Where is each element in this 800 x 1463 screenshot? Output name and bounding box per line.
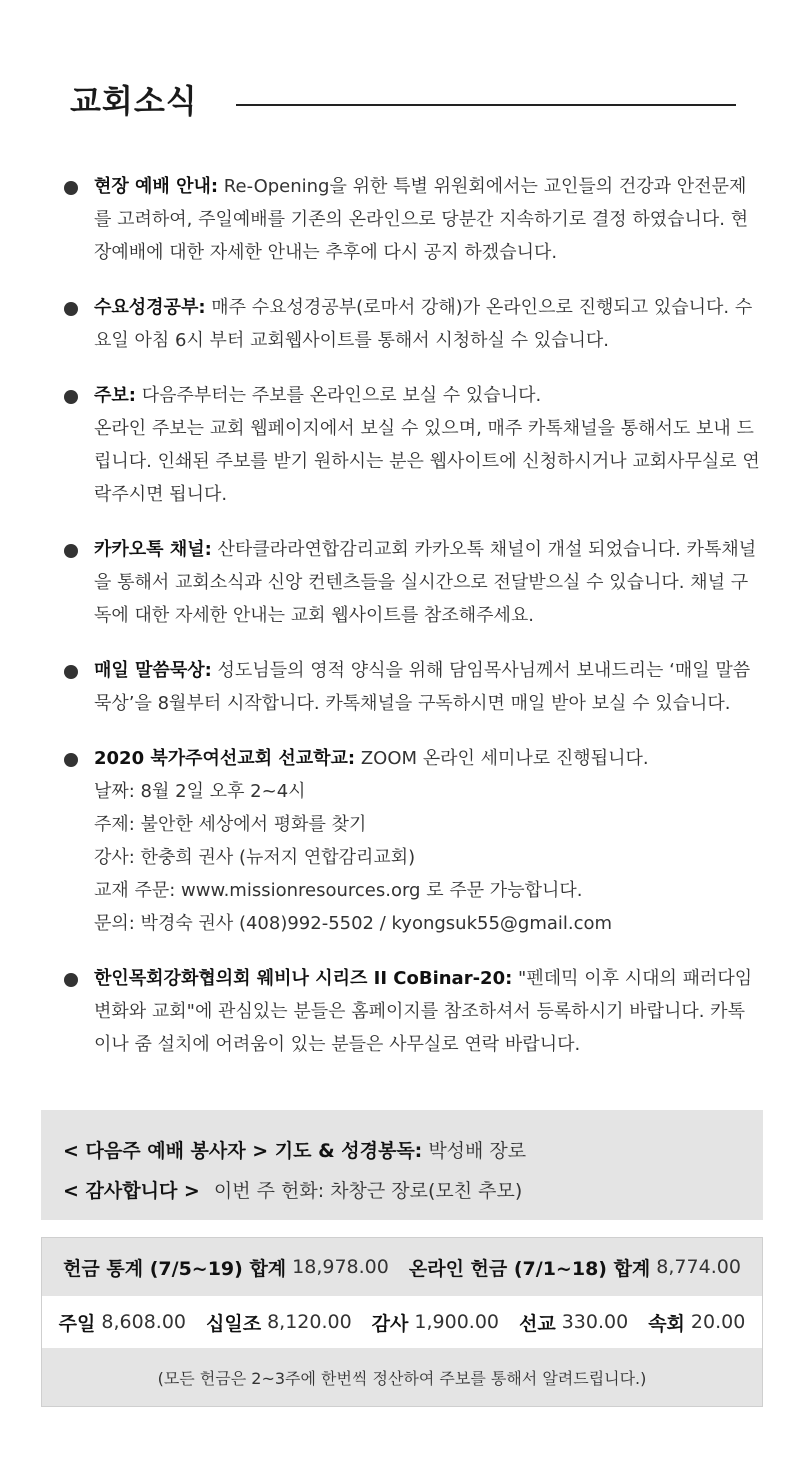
sunday-value: 8,608.00: [101, 1311, 186, 1333]
thanks-label: < 감사합니다 >: [63, 1180, 200, 1202]
servants-line: [63, 1136, 526, 1163]
offering-table: [41, 1237, 763, 1407]
news-item-text: 성도님들의 영적 양식을 위해 담임목사님께서 보내드리는 ‘매일 말씀묵상’을 8월부터 시작합니다. 카톡채널을 구독하시면 매일 받아 보실 수 있습니다.: [94, 660, 751, 714]
total-label: 헌금 통계 (7/5~19) 합계: [63, 1257, 287, 1280]
bullet-icon: [64, 544, 78, 558]
offering-note: (모든 헌금은 2~3주에 한번씩 정산하여 주보를 통해서 알려드립니다.): [157, 1368, 647, 1388]
bullet-icon: [64, 665, 78, 679]
tithe-label: 십일조: [206, 1312, 262, 1335]
news-item-text: 날짜: 8월 2일 오후 2~4시: [94, 781, 306, 802]
thanks-offering-label: 감사: [371, 1312, 409, 1335]
online-value: 8,774.00: [656, 1256, 741, 1278]
news-item-text: 교재 주문: www.missionresources.org 로 주문 가능합니다.: [94, 880, 583, 901]
news-item-text: 강사: 한충희 권사 (뉴저지 연합감리교회): [94, 847, 416, 868]
thanks-offering-value: 1,900.00: [414, 1311, 499, 1333]
bullet-icon: [64, 181, 78, 195]
news-item-text: ZOOM 온라인 세미나로 진행됩니다.: [360, 748, 649, 769]
bullet-icon: [64, 390, 78, 404]
servants-value: 박성배 장로: [428, 1140, 527, 1162]
news-item-label: 2020 북가주여선교회 선교학교:: [94, 748, 356, 769]
bullet-icon: [64, 973, 78, 987]
mission-value: 330.00: [561, 1311, 629, 1333]
news-item-text: Re-Opening을 위한 특별 위원회에서는 교인들의 건강과 안전문제를 고려하여, 주일예배를 기존의 온라인으로 당분간 지속하기로 결정 하였습니다. 현장예배에 대한 자세한 안내는 추후에 다시 공지 하겠습니다.: [94, 176, 749, 263]
title-divider: [236, 104, 736, 106]
online-label: 온라인 헌금 (7/1~18) 합계: [408, 1257, 651, 1280]
news-item-text: "펜데믹 이후 시대의 패러다임 변화와 교회"에 관심있는 분들은 홈페이지를 참조하셔서 등록하시기 바랍니다. 카톡이나 줌 설치에 어려움이 있는 분들은 사무실로 연락 바랍니다.: [94, 968, 753, 1055]
tithe-value: 8,120.00: [267, 1311, 352, 1333]
atonement-label: 속회: [648, 1312, 685, 1335]
servants-box: [41, 1110, 763, 1220]
news-item: [60, 654, 760, 720]
news-item: [60, 170, 760, 269]
flower-value: 차창근 장로(모친 추모): [330, 1180, 523, 1202]
sunday-label: 주일: [58, 1312, 96, 1335]
news-item-text: 다음주부터는 주보를 온라인으로 보실 수 있습니다.: [141, 385, 542, 406]
offering-note-row: [42, 1348, 762, 1406]
news-item-text: 산타클라라연합감리교회 카카오톡 채널이 개설 되었습니다. 카톡채널을 통해서 교회소식과 신앙 컨텐츠들을 실시간으로 전달받으실 수 있습니다. 채널 구독에 대한 자세한 안내는 교회 웹사이트를 참조해주세요.: [94, 539, 757, 626]
servants-label: < 다음주 예배 봉사자 > 기도 & 성경봉독:: [63, 1140, 423, 1162]
page-title: 교회소식: [70, 82, 198, 120]
bullet-icon: [64, 753, 78, 767]
news-item-label: 매일 말씀묵상:: [94, 660, 212, 681]
news-item-label: 주보:: [94, 385, 136, 406]
offering-total-row: [42, 1238, 762, 1296]
news-item-label: 한인목회강화협의회 웨비나 시리즈 II CoBinar-20:: [94, 968, 513, 989]
atonement-value: 20.00: [690, 1311, 746, 1333]
bullet-icon: [64, 302, 78, 316]
mission-label: 선교: [519, 1312, 556, 1335]
news-item: [60, 291, 760, 357]
offering-breakdown-row: [42, 1296, 762, 1348]
thanks-line: [63, 1176, 522, 1203]
news-item-text: 온라인 주보는 교회 웹페이지에서 보실 수 있으며, 매주 카톡채널을 통해서도 보내 드립니다. 인쇄된 주보를 받기 원하시는 분은 웹사이트에 신청하시거나 교회사무실로 연락주시면 됩니다.: [94, 418, 760, 505]
news-item-label: 카카오톡 채널:: [94, 539, 212, 560]
news-item: [60, 379, 760, 511]
news-item-text: 문의: 박경숙 권사 (408)992-5502 / kyongsuk55@gmail.com: [94, 913, 613, 934]
news-list: [60, 170, 760, 1061]
total-value: 18,978.00: [292, 1256, 389, 1278]
flower-label: 이번 주 헌화:: [213, 1180, 325, 1202]
news-item: [60, 533, 760, 632]
news-item-text: 주제: 불안한 세상에서 평화를 찾기: [94, 814, 367, 835]
news-item: [60, 962, 760, 1061]
news-item-label: 수요성경공부:: [94, 297, 206, 318]
news-item-text: 매주 수요성경공부(로마서 강해)가 온라인으로 진행되고 있습니다. 수요일 아침 6시 부터 교회웹사이트를 통해서 시청하실 수 있습니다.: [94, 297, 753, 351]
news-item: [60, 742, 760, 940]
news-item-label: 현장 예배 안내:: [94, 176, 219, 197]
